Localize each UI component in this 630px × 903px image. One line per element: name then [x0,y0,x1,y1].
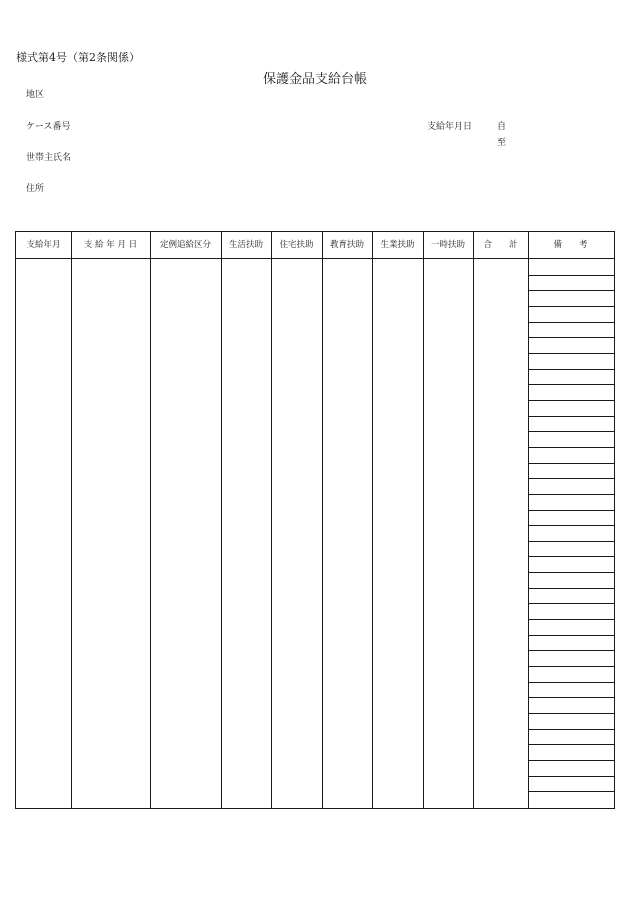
remarks-row-line [528,744,614,745]
column-header-occupation-aid: 生業扶助 [380,240,415,250]
remarks-row-line [528,290,614,291]
column-header-education-aid: 教育扶助 [329,240,364,250]
period-from-label: 自 [497,122,507,132]
remarks-row-line [528,619,614,620]
remarks-row-line [528,776,614,777]
remarks-row-line [528,510,614,511]
remarks-row-line [528,635,614,636]
remarks-row-line [528,572,614,573]
remarks-row-line [528,431,614,432]
period-to-label: 至 [497,138,507,148]
remarks-row-line [528,541,614,542]
column-divider [473,232,474,808]
address-label: 住所 [26,184,45,194]
column-divider [528,232,529,808]
remarks-row-line [528,447,614,448]
column-header-regular-extra: 定例追給区分 [159,240,211,250]
column-divider [221,232,222,808]
column-header-remarks: 備 考 [553,240,588,250]
case-number-label: ケース番号 [26,122,71,132]
column-divider [322,232,323,808]
remarks-row-line [528,682,614,683]
column-header-temporary-aid: 一時扶助 [430,240,465,250]
ledger-table [15,231,615,809]
remarks-row-line [528,416,614,417]
remarks-row-line [528,603,614,604]
remarks-row-line [528,369,614,370]
remarks-row-line [528,650,614,651]
remarks-row-line [528,353,614,354]
column-divider [71,232,72,808]
remarks-row-line [528,588,614,589]
remarks-row-line [528,337,614,338]
remarks-row-line [528,400,614,401]
column-header-living-aid: 生活扶助 [228,240,263,250]
column-header-payment-date: 支 給 年 月 日 [83,240,138,250]
remarks-row-line [528,463,614,464]
remarks-row-line [528,666,614,667]
remarks-row-line [528,713,614,714]
remarks-row-line [528,791,614,792]
remarks-row-line [528,729,614,730]
remarks-row-line [528,697,614,698]
column-divider [271,232,272,808]
household-head-label: 世帯主氏名 [26,153,72,163]
column-divider [372,232,373,808]
column-header-total: 合 計 [483,240,518,250]
payment-period-label: 支給年月日 [427,122,473,132]
table-header-row [16,232,614,259]
column-header-payment-month: 支給年月 [26,240,61,250]
remarks-row-line [528,275,614,276]
remarks-row-line [528,525,614,526]
remarks-row-line [528,556,614,557]
remarks-row-line [528,384,614,385]
remarks-row-line [528,494,614,495]
form-title: 保護金品支給台帳 [262,72,367,87]
remarks-row-line [528,760,614,761]
column-divider [150,232,151,808]
remarks-row-line [528,322,614,323]
column-divider [423,232,424,808]
form-number: 様式第4号（第2条関係） [16,51,140,64]
remarks-row-line [528,478,614,479]
remarks-row-line [528,306,614,307]
column-header-housing-aid: 住宅扶助 [279,240,314,250]
district-label: 地区 [26,90,45,100]
